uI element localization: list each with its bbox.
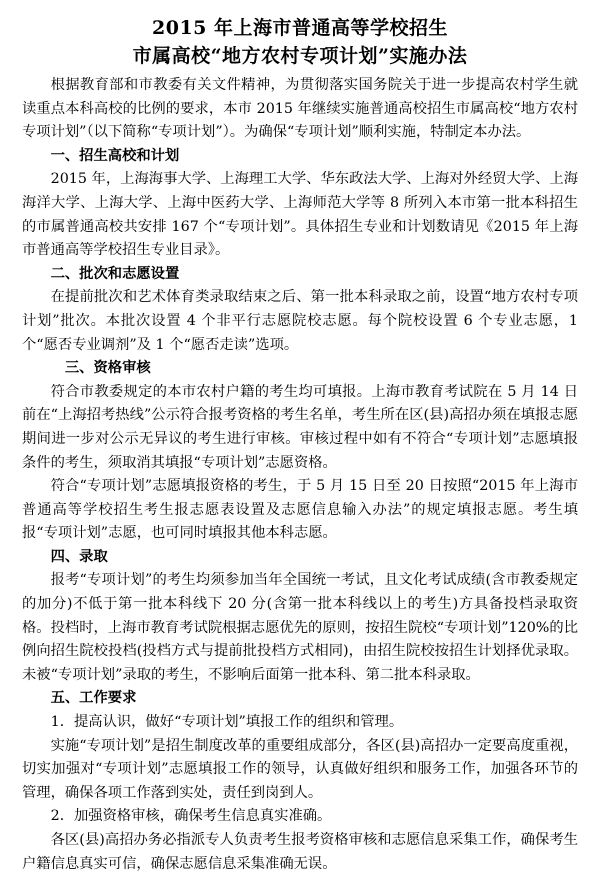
- section-heading: 五、工作要求: [50, 690, 137, 707]
- section-heading: 二、批次和志愿设置: [50, 265, 180, 282]
- section-heading: 三、资格审核: [64, 360, 151, 377]
- paragraph: 1．提高认识，做好“专项计划”填报工作的组织和管理。: [50, 714, 404, 731]
- paragraph: 实施“专项计划”是招生制度改革的重要组成部分，各区(县)高招办一定要高度重视，切实加强对“专项计划”志愿填报工作的领导，认真做好组织和服务工作，加强各环节的管理，确保各项工作落到实处，责任到岗到人。: [22, 737, 578, 801]
- paragraph: 2015 年，上海海事大学、上海理工大学、华东政法大学、上海对外经贸大学、上海海洋大学、上海大学、上海中医药大学、上海师范大学等 8 所列入本市第一批本科招生的市属普通高校共安排 167 个“专项计划”。具体招生专业和计划数请见《2015 年上海市普通高等学校招生专业目录》。: [22, 171, 578, 259]
- page-title: [22, 14, 578, 70]
- section-heading: 一、招生高校和计划: [50, 147, 180, 164]
- title-line-1: 2015 年上海市普通高等学校招生: [152, 17, 448, 39]
- paragraph: 符合“专项计划”志愿填报资格的考生，于 5 月 15 日至 20 日按照“2015 年上海市普通高等学校招生考生报志愿表设置及志愿信息输入办法”的规定填报志愿。考生填报“专项计划”志愿，也可同时填报其他本科志愿。: [22, 478, 578, 542]
- paragraph: 根据教育部和市教委有关文件精神，为贯彻落实国务院关于进一步提高农村学生就读重点本科高校的比例的要求，本市 2015 年继续实施普通高校招生市属高校“地方农村专项计划”（以下简称“专项计划”）。为确保“专项计划”顺利实施，特制定本办法。: [22, 77, 578, 141]
- section-heading: 四、录取: [50, 548, 108, 565]
- document-body: [22, 74, 578, 876]
- paragraph: 各区(县)高招办务必指派专人负责考生报考资格审核和志愿信息采集工作，确保考生户籍信息真实可信，确保志愿信息采集准确无误。: [22, 832, 578, 872]
- paragraph: 2．加强资格审核，确保考生信息真实准确。: [50, 808, 332, 825]
- paragraph: 在提前批次和艺术体育类录取结束之后、第一批本科录取之前，设置“地方农村专项计划”批次。本批次设置 4 个非平行志愿院校志愿。每个院校设置 6 个专业志愿，1 个“愿否专业调剂”及 1 个“愿否走读”选项。: [22, 289, 578, 353]
- title-line-2: 市属高校“地方农村专项计划”实施办法: [132, 45, 468, 67]
- paragraph: 符合市教委规定的本市农村户籍的考生均可填报。上海市教育考试院在 5 月 14 日前在“上海招考热线”公示符合报考资格的考生名单，考生所在区(县)高招办须在填报志愿期间进一步对公示无异议的考生进行审核。审核过程中如有不符合“专项计划”志愿填报条件的考生，须取消其填报“专项计划”志愿资格。: [22, 383, 578, 471]
- paragraph: 报考“专项计划”的考生均须参加当年全国统一考试，且文化考试成绩(含市教委规定的加分)不低于第一批本科线下 20 分(含第一批本科线以上的考生)方具备投档录取资格。投档时，上海市教育考试院根据志愿优先的原则，按招生院校“专项计划”120%的比例向招生院校投档(投档方式与提前批投档方式相同)，由招生院校按招生计划择优录取。未被“专项计划”录取的考生，不影响后面第一批本科、第二批本科录取。: [22, 572, 578, 683]
